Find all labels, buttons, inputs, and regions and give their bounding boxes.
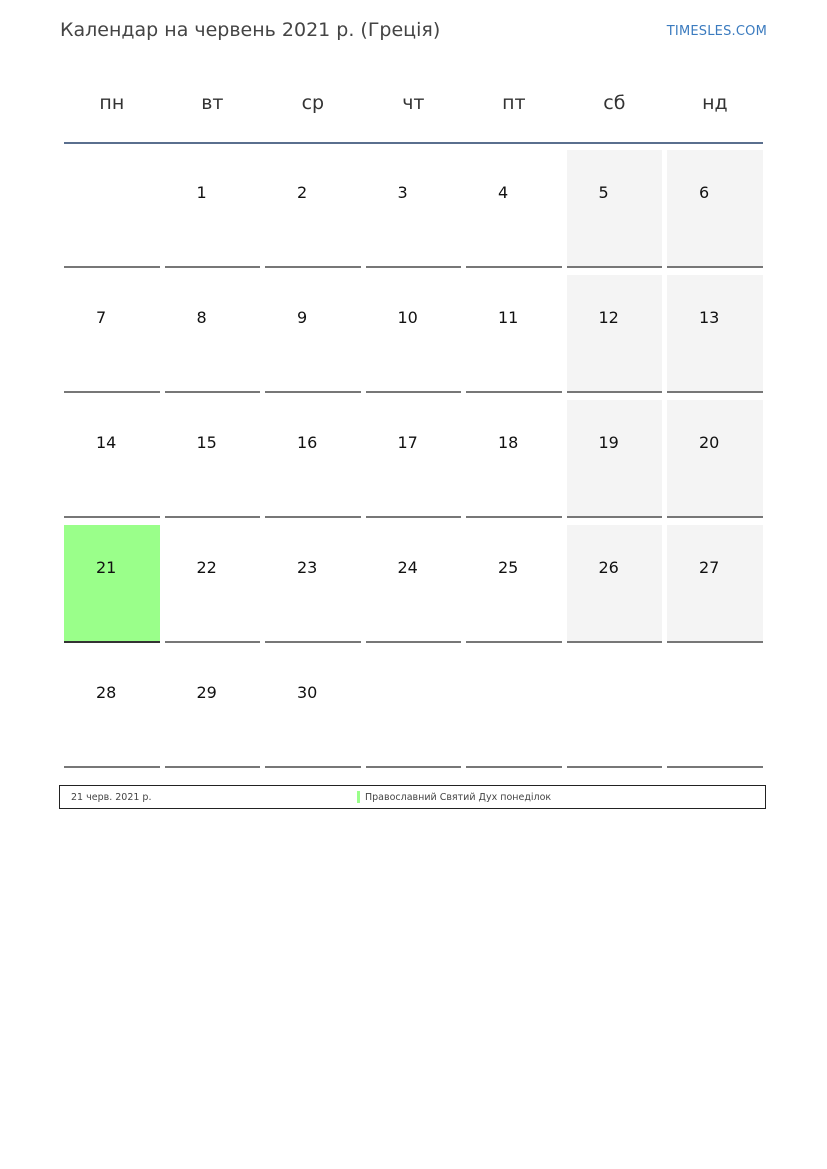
day-cell-25[interactable] — [466, 525, 562, 643]
day-cell-5[interactable] — [567, 150, 663, 268]
day-number: 21 — [96, 558, 117, 577]
day-number: 27 — [699, 558, 720, 577]
empty-day-cell — [64, 150, 160, 268]
day-number: 25 — [498, 558, 519, 577]
weekday-thu: чт — [402, 92, 425, 114]
day-cell-27[interactable] — [667, 525, 763, 643]
day-number: 7 — [96, 308, 107, 327]
day-cell-12[interactable] — [567, 275, 663, 393]
weekday-sat: сб — [603, 92, 626, 114]
day-cell-2[interactable] — [265, 150, 361, 268]
day-cell-18[interactable] — [466, 400, 562, 518]
day-cell-11[interactable] — [466, 275, 562, 393]
empty-day-cell — [366, 650, 462, 768]
day-number: 30 — [297, 683, 318, 702]
day-cell-23[interactable] — [265, 525, 361, 643]
empty-day-cell — [567, 650, 663, 768]
day-cell-3[interactable] — [366, 150, 462, 268]
day-cell-13[interactable] — [667, 275, 763, 393]
day-number: 3 — [397, 183, 408, 202]
weekday-header-row — [64, 80, 763, 130]
day-number: 29 — [196, 683, 217, 702]
day-cell-8[interactable] — [165, 275, 261, 393]
day-cell-28[interactable] — [64, 650, 160, 768]
day-cell-24[interactable] — [366, 525, 462, 643]
day-cell-4[interactable] — [466, 150, 562, 268]
day-number: 9 — [297, 308, 308, 327]
day-number: 22 — [196, 558, 217, 577]
day-number: 15 — [196, 433, 217, 452]
page-title: Календар на червень 2021 р. (Греція) — [60, 19, 441, 41]
day-cell-22[interactable] — [165, 525, 261, 643]
day-number: 4 — [498, 183, 509, 202]
day-number: 12 — [598, 308, 619, 327]
day-number: 2 — [297, 183, 308, 202]
legend-holiday-name: Православний Святий Дух понеділок — [365, 792, 552, 803]
day-cell-29[interactable] — [165, 650, 261, 768]
day-number: 13 — [699, 308, 720, 327]
day-cell-10[interactable] — [366, 275, 462, 393]
legend-date: 21 черв. 2021 р. — [71, 792, 152, 803]
day-number: 16 — [297, 433, 318, 452]
day-number: 10 — [397, 308, 418, 327]
day-cell-7[interactable] — [64, 275, 160, 393]
day-number: 5 — [598, 183, 609, 202]
empty-day-cell — [466, 650, 562, 768]
day-number: 14 — [96, 433, 117, 452]
day-number: 23 — [297, 558, 318, 577]
day-cell-19[interactable] — [567, 400, 663, 518]
day-cell-17[interactable] — [366, 400, 462, 518]
day-cell-6[interactable] — [667, 150, 763, 268]
day-number: 28 — [96, 683, 117, 702]
day-number: 20 — [699, 433, 720, 452]
day-cell-9[interactable] — [265, 275, 361, 393]
day-cell-15[interactable] — [165, 400, 261, 518]
day-number: 19 — [598, 433, 619, 452]
day-number: 18 — [498, 433, 519, 452]
day-cell-20[interactable] — [667, 400, 763, 518]
day-number: 11 — [498, 308, 519, 327]
legend-color-marker — [357, 791, 360, 803]
day-cell-16[interactable] — [265, 400, 361, 518]
day-cell-1[interactable] — [165, 150, 261, 268]
day-cell-30[interactable] — [265, 650, 361, 768]
day-number: 6 — [699, 183, 710, 202]
header-rule — [64, 142, 763, 144]
weekday-wed: ср — [301, 92, 325, 114]
holiday-legend — [59, 785, 766, 809]
day-number: 8 — [196, 308, 207, 327]
day-cell-26[interactable] — [567, 525, 663, 643]
day-number: 17 — [397, 433, 418, 452]
weekday-tue: вт — [201, 92, 224, 114]
day-number: 1 — [196, 183, 207, 202]
day-number: 26 — [598, 558, 619, 577]
weekday-mon: пн — [99, 92, 125, 114]
brand-link[interactable]: TIMESLES.COM — [666, 24, 767, 39]
day-number: 24 — [397, 558, 418, 577]
weekday-fri: пт — [502, 92, 526, 114]
weekday-sun: нд — [702, 92, 728, 114]
day-cell-21[interactable] — [64, 525, 160, 643]
day-cell-14[interactable] — [64, 400, 160, 518]
empty-day-cell — [667, 650, 763, 768]
